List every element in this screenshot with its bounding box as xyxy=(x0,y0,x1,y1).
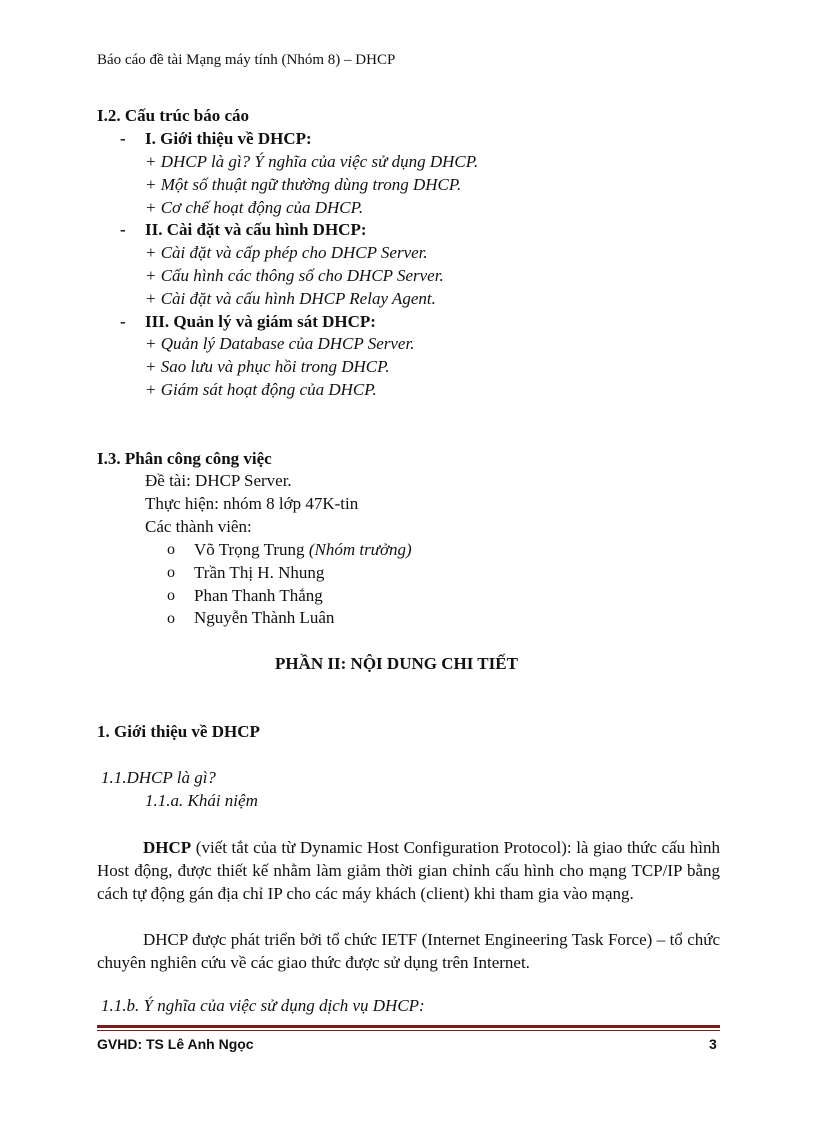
member-name: Phan Thanh Thắng xyxy=(194,586,323,605)
outline-item: + Giám sát hoạt động của DHCP. xyxy=(145,380,377,399)
outline-item: + Cài đặt và cấp phép cho DHCP Server. xyxy=(145,243,428,262)
outline-item: + Sao lưu và phục hồi trong DHCP. xyxy=(145,357,390,376)
outline-item: + Quản lý Database của DHCP Server. xyxy=(145,334,415,353)
paragraph-definition: DHCP (viết tắt của từ Dynamic Host Configuration Protocol): là giao thức cấu hình Host động, được thiết kế nhằm làm giảm thời gian chỉnh cấu hình cho mạng TCP/IP bằng cách tự động gán địa chỉ IP cho các máy khách (client) khi tham gia vào mạng. xyxy=(97,838,720,903)
footer-rule-thin xyxy=(97,1030,720,1031)
member-name: Võ Trọng Trung (Nhóm trưởng) xyxy=(194,540,412,559)
heading-1: 1. Giới thiệu về DHCP xyxy=(97,722,260,741)
circle-bullet: o xyxy=(167,610,175,627)
paragraph-ietf: DHCP được phát triển bởi tổ chức IETF (Internet Engineering Task Force) – tổ chức chuyên nghiên cứu về các giao thức được sử dụng trên Internet. xyxy=(97,930,720,972)
page-number: 3 xyxy=(709,1036,717,1052)
member-role: (Nhóm trưởng) xyxy=(308,540,412,559)
heading-1-1-b: 1.1.b. Ý nghĩa của việc sử dụng dịch vụ DHCP: xyxy=(101,996,425,1015)
member-name: Nguyễn Thành Luân xyxy=(194,608,335,627)
circle-bullet: o xyxy=(167,564,175,581)
dash-bullet: - xyxy=(120,312,126,331)
part-title: PHẦN II: NỘI DUNG CHI TIẾT xyxy=(275,654,518,673)
footer-rule xyxy=(97,1025,720,1028)
heading-1-1: 1.1.DHCP là gì? xyxy=(101,768,216,787)
member-name: Trần Thị H. Nhung xyxy=(194,563,325,582)
outline-item: + Một số thuật ngữ thường dùng trong DHCP. xyxy=(145,175,462,194)
outline-item: + Cấu hình các thông số cho DHCP Server. xyxy=(145,266,444,285)
group-heading: III. Quản lý và giám sát DHCP: xyxy=(145,312,376,331)
members-label: Các thành viên: xyxy=(145,517,252,536)
group-heading: I. Giới thiệu về DHCP: xyxy=(145,129,312,148)
circle-bullet: o xyxy=(167,541,175,558)
performer-line: Thực hiện: nhóm 8 lớp 47K-tin xyxy=(145,494,359,513)
section-assign-title: I.3. Phân công công việc xyxy=(97,449,272,468)
footer-advisor: GVHD: TS Lê Anh Ngọc xyxy=(97,1036,254,1052)
topic-line: Đề tài: DHCP Server. xyxy=(145,471,292,490)
page-header: Báo cáo đề tài Mạng máy tính (Nhóm 8) – DHCP xyxy=(97,52,396,68)
outline-item: + Cơ chế hoạt động của DHCP. xyxy=(145,198,364,217)
outline-item: + DHCP là gì? Ý nghĩa của việc sử dụng DHCP. xyxy=(145,152,479,171)
heading-1-1-a: 1.1.a. Khái niệm xyxy=(145,791,258,810)
dash-bullet: - xyxy=(120,129,126,148)
outline-item: + Cài đặt và cấu hình DHCP Relay Agent. xyxy=(145,289,436,308)
section-structure-title: I.2. Cấu trúc báo cáo xyxy=(97,106,250,125)
circle-bullet: o xyxy=(167,587,175,604)
group-heading: II. Cài đặt và cấu hình DHCP: xyxy=(145,220,367,239)
dash-bullet: - xyxy=(120,220,126,239)
